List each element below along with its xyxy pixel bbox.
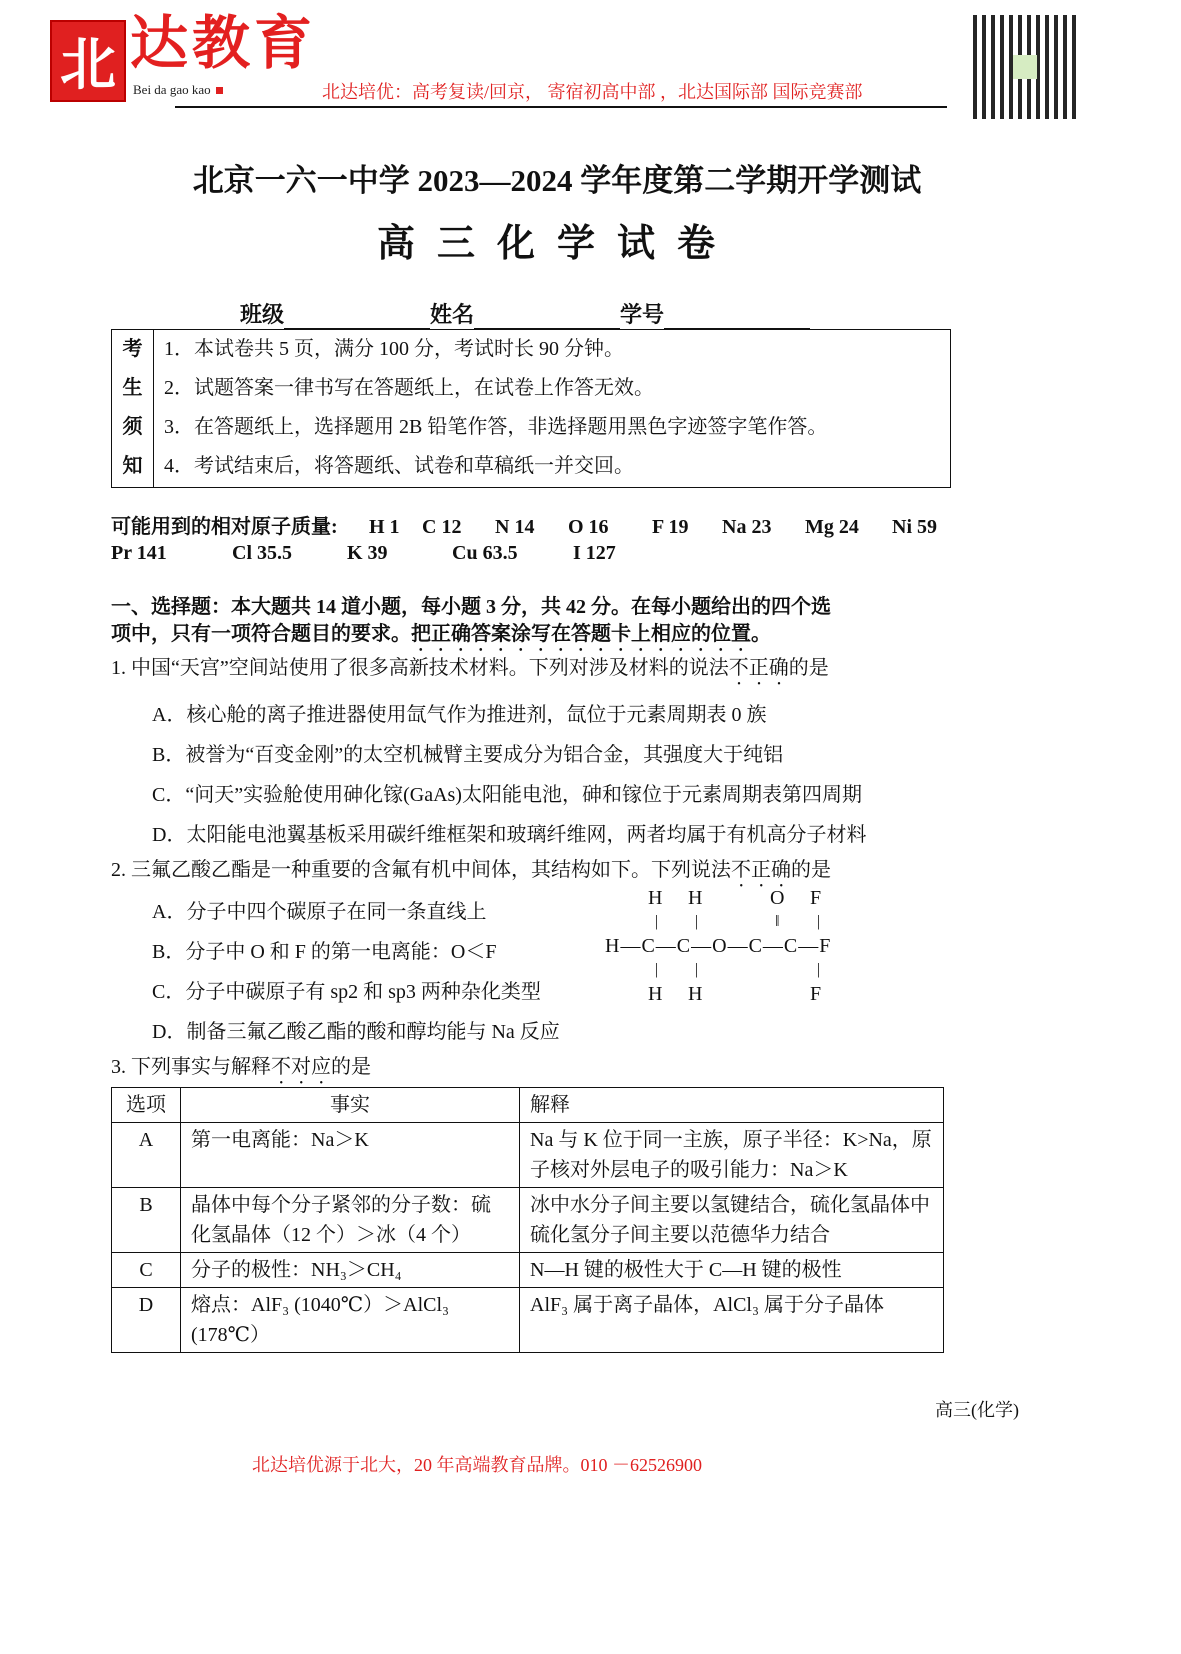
table-row [112, 1288, 944, 1353]
notice-label: 知 [122, 455, 143, 477]
explanation-cell: 冰中水分子间主要以氢键结合，硫化氢晶体中硫化氢分子间主要以范德华力结合 [520, 1188, 944, 1253]
exam-subtitle: 高三化学试卷 [376, 223, 737, 265]
header-cell: 解释 [520, 1088, 944, 1123]
id-blank[interactable] [664, 306, 810, 329]
emphasized-text: 不正确 [728, 657, 789, 679]
qr-code-icon [973, 15, 1077, 119]
notice-item: 3．在答题纸上，选择题用 2B 铅笔作答，非选择题用黑色字迹签字笔作答。 [164, 416, 828, 438]
q3-table [111, 1087, 944, 1353]
atom-label: H [688, 887, 703, 909]
student-info-fields [240, 298, 810, 329]
table-row [112, 1188, 944, 1253]
main-chain: H—C—C—O—C—C—F [605, 935, 832, 957]
atom-label: O [770, 887, 785, 909]
atom-label: H [648, 983, 663, 1005]
logo-subtitle [133, 82, 223, 98]
id-label: 学号 [620, 302, 665, 327]
footer-ad: 北达培优源于北大，20 年高端教育品牌。010 －62526900 [252, 1455, 702, 1475]
text: 的是 [331, 1056, 371, 1078]
q2-option-b: B．分子中 O 和 F 的第一电离能：O＜F [152, 941, 497, 963]
table-row [112, 1253, 944, 1288]
q1-option-c: C．“问天”实验舱使用砷化镓(GaAs)太阳能电池，砷和镓位于元素周期表第四周期 [152, 784, 862, 806]
option-cell: A [112, 1123, 181, 1188]
table-row [112, 1123, 944, 1188]
q3-stem [111, 1050, 371, 1089]
mass-item: H 1 [369, 516, 400, 538]
fact-cell: 熔点：AlF₃ (1040℃）＞AlCl₃ (178℃） [181, 1288, 520, 1353]
atom-label: H [688, 983, 703, 1005]
atom-label: F [810, 887, 822, 909]
bond-line: | [817, 961, 821, 978]
mass-item: Cl 35.5 [232, 542, 292, 564]
logo-text: 达教育 [130, 11, 317, 76]
class-label: 班级 [240, 302, 285, 327]
logo-mark: 北 [50, 20, 126, 102]
explanation-cell: AlF₃ 属于离子晶体，AlCl₃ 属于分子晶体 [520, 1288, 944, 1353]
option-cell: C [112, 1253, 181, 1288]
atom-label: H [648, 887, 663, 909]
notice-label: 生 [122, 377, 143, 399]
q2-option-c: C．分子中碳原子有 sp2 和 sp3 两种杂化类型 [152, 981, 541, 1003]
q1-option-b: B．被誉为“百变金刚”的太空机械臂主要成分为铝合金，其强度大于纯铝 [152, 744, 784, 766]
exam-title: 北京一六一中学 2023—2024 学年度第二学期开学测试 [192, 163, 922, 198]
logo-sub-text: Bei da gao kao [133, 82, 211, 97]
text: 1. 中国“天宫”空间站使用了很多高新技术材料。下列对涉及材料的说法 [111, 657, 729, 679]
square-icon [216, 87, 223, 94]
structural-formula [605, 885, 870, 1010]
notice-row [112, 447, 950, 486]
bond-line: | [817, 913, 821, 930]
mass-item: O 16 [568, 516, 609, 538]
bond-line: | [655, 913, 659, 930]
notice-item: 4．考试结束后，将答题纸、试卷和草稿纸一并交回。 [164, 455, 634, 477]
mass-item: Pr 141 [111, 542, 167, 564]
q2-option-d: D．制备三氟乙酸乙酯的酸和醇均能与 Na 反应 [152, 1021, 560, 1043]
header-cell: 选项 [112, 1088, 181, 1123]
option-cell: B [112, 1188, 181, 1253]
q1-option-d: D．太阳能电池翼基板采用碳纤维框架和玻璃纤维网，两者均属于有机高分子材料 [152, 824, 867, 846]
slogan: 北达培优：高考复读/回京， 寄宿初高中部 ，北达国际部 国际竞赛部 [322, 82, 863, 102]
q2-option-a: A．分子中四个碳原子在同一条直线上 [152, 901, 487, 923]
notice-label: 须 [122, 416, 143, 438]
q1-option-a: A．核心舱的离子推进器使用氙气作为推进剂，氙位于元素周期表 0 族 [152, 704, 767, 726]
mass-item: I 127 [573, 542, 616, 564]
mass-item: Ni 59 [892, 516, 937, 538]
bond-line: | [695, 961, 699, 978]
double-bond-line: ‖ [775, 913, 780, 930]
option-cell: D [112, 1288, 181, 1353]
fact-cell: 晶体中每个分子紧邻的分子数：硫化氢晶体（12 个）＞冰（4 个） [181, 1188, 520, 1253]
class-blank[interactable] [284, 306, 430, 329]
masses-label: 可能用到的相对原子质量: [111, 516, 338, 538]
emphasized-text: 把正确答案涂写在答题卡上相应的位置 [411, 623, 751, 645]
explanation-cell: N—H 键的极性大于 C—H 键的极性 [520, 1253, 944, 1288]
bond-line: | [695, 913, 699, 930]
bond-line: | [655, 961, 659, 978]
notice-box [111, 329, 951, 488]
text: 。 [751, 623, 771, 645]
fact-cell: 第一电离能：Na＞K [181, 1123, 520, 1188]
emphasized-text: 不对应 [271, 1056, 331, 1078]
name-blank[interactable] [474, 306, 620, 329]
notice-row [112, 330, 950, 369]
explanation-cell: Na 与 K 位于同一主族，原子半径：K>Na，原子核对外层电子的吸引能力：Na＞K [520, 1123, 944, 1188]
notice-label: 考 [122, 338, 143, 360]
emphasized-text: 不正确 [731, 859, 791, 881]
notice-row [112, 408, 950, 447]
notice-item: 1．本试卷共 5 页，满分 100 分，考试时长 90 分钟。 [164, 338, 624, 360]
mass-item: K 39 [347, 542, 388, 564]
text: 项中，只有一项符合题目的要求。 [111, 623, 411, 645]
text: 的是 [788, 657, 829, 679]
page-footer-label: 高三(化学) [935, 1400, 1019, 1420]
header-cell: 事实 [181, 1088, 520, 1123]
section-heading-line1: 一、选择题：本大题共 14 道小题，每小题 3 分，共 42 分。在每小题给出的四个选 [111, 596, 831, 618]
q1-stem [111, 651, 829, 690]
mass-item: N 14 [495, 516, 535, 538]
mass-item: F 19 [652, 516, 689, 538]
name-label: 姓名 [430, 302, 475, 327]
mass-item: Mg 24 [805, 516, 859, 538]
table-header-row [112, 1088, 944, 1123]
mass-item: Cu 63.5 [452, 542, 518, 564]
text: 的是 [791, 859, 831, 881]
mass-item: C 12 [422, 516, 462, 538]
mass-item: Na 23 [722, 516, 772, 538]
fact-cell: 分子的极性：NH₃＞CH₄ [181, 1253, 520, 1288]
atomic-masses [111, 515, 961, 575]
notice-row [112, 369, 950, 408]
notice-item: 2．试题答案一律书写在答题纸上，在试卷上作答无效。 [164, 377, 654, 399]
header-rule [175, 106, 947, 108]
atom-label: F [810, 983, 822, 1005]
text: 3. 下列事实与解释 [111, 1056, 271, 1078]
text: 2. 三氟乙酸乙酯是一种重要的含氟有机中间体，其结构如下。下列说法 [111, 859, 731, 881]
